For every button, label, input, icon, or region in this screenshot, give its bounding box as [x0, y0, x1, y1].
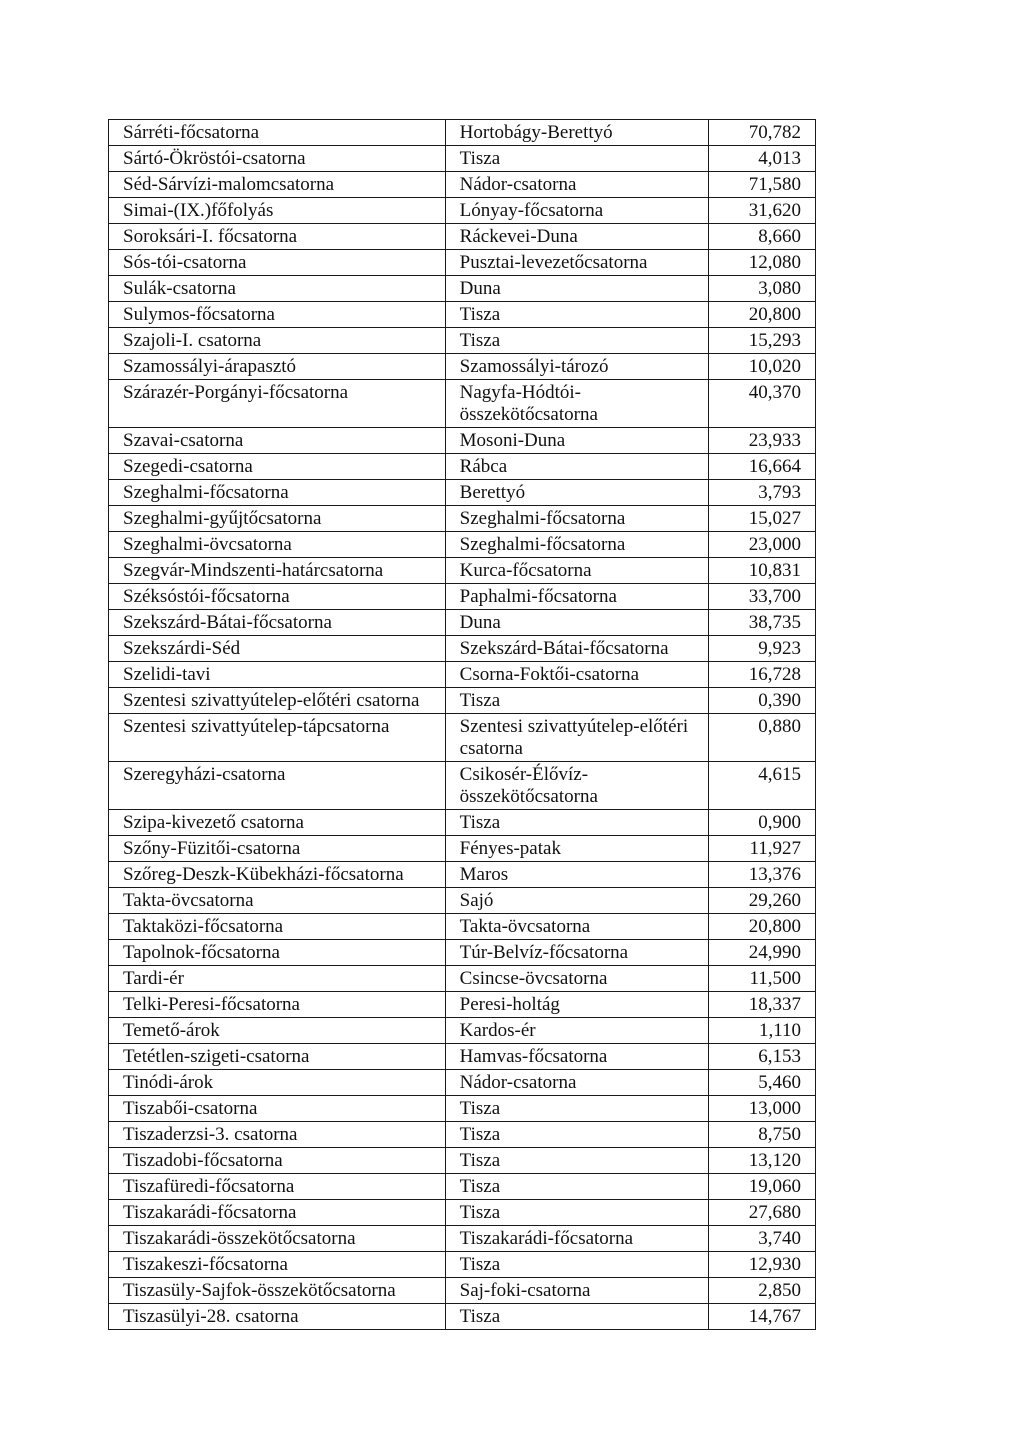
recipient-cell: Duna [445, 610, 708, 636]
canal-name-cell: Szentesi szivattyútelep-előtéri csatorna [109, 688, 446, 714]
table-row [109, 966, 816, 992]
recipient-cell: Tisza [445, 328, 708, 354]
recipient-cell: Tiszakarádi-főcsatorna [445, 1226, 708, 1252]
table-row [109, 1018, 816, 1044]
canal-name-cell: Tiszaderzsi-3. csatorna [109, 1122, 446, 1148]
recipient-cell: Kurca-főcsatorna [445, 558, 708, 584]
canal-name-cell: Sulák-csatorna [109, 276, 446, 302]
canal-name-cell: Szamossályi-árapasztó [109, 354, 446, 380]
recipient-cell: Hamvas-főcsatorna [445, 1044, 708, 1070]
table-row [109, 454, 816, 480]
canal-name-cell: Szeghalmi-gyűjtőcsatorna [109, 506, 446, 532]
recipient-cell: Nagyfa-Hódtói-összekötőcsatorna [445, 380, 708, 428]
length-cell: 11,927 [708, 836, 815, 862]
recipient-cell: Tisza [445, 1304, 708, 1330]
length-cell: 13,120 [708, 1148, 815, 1174]
recipient-cell: Mosoni-Duna [445, 428, 708, 454]
table-row [109, 610, 816, 636]
length-cell: 31,620 [708, 198, 815, 224]
length-cell: 0,880 [708, 714, 815, 762]
table-row [109, 428, 816, 454]
table-row [109, 914, 816, 940]
recipient-cell: Kardos-ér [445, 1018, 708, 1044]
table-row [109, 688, 816, 714]
table-row [109, 762, 816, 810]
canal-name-cell: Szőreg-Deszk-Kübekházi-főcsatorna [109, 862, 446, 888]
length-cell: 71,580 [708, 172, 815, 198]
table-row [109, 1278, 816, 1304]
table-row [109, 888, 816, 914]
recipient-cell: Nádor-csatorna [445, 172, 708, 198]
length-cell: 23,933 [708, 428, 815, 454]
length-cell: 70,782 [708, 120, 815, 146]
recipient-cell: Duna [445, 276, 708, 302]
length-cell: 20,800 [708, 914, 815, 940]
recipient-cell: Sajó [445, 888, 708, 914]
canal-name-cell: Telki-Peresi-főcsatorna [109, 992, 446, 1018]
length-cell: 0,390 [708, 688, 815, 714]
canal-name-cell: Szavai-csatorna [109, 428, 446, 454]
canal-name-cell: Szárazér-Porgányi-főcsatorna [109, 380, 446, 428]
length-cell: 2,850 [708, 1278, 815, 1304]
table-row [109, 558, 816, 584]
recipient-cell: Tisza [445, 1122, 708, 1148]
table-row [109, 480, 816, 506]
table-row [109, 328, 816, 354]
canal-name-cell: Szelidi-tavi [109, 662, 446, 688]
recipient-cell: Csorna-Foktői-csatorna [445, 662, 708, 688]
length-cell: 10,020 [708, 354, 815, 380]
canal-name-cell: Szekszárd-Bátai-főcsatorna [109, 610, 446, 636]
canal-name-cell: Szipa-kivezető csatorna [109, 810, 446, 836]
recipient-cell: Csikosér-Élővíz-összekötőcsatorna [445, 762, 708, 810]
table-row [109, 250, 816, 276]
table-row [109, 862, 816, 888]
length-cell: 27,680 [708, 1200, 815, 1226]
canal-table-body [109, 120, 816, 1330]
canal-name-cell: Tiszakarádi-összekötőcsatorna [109, 1226, 446, 1252]
canal-name-cell: Szekszárdi-Séd [109, 636, 446, 662]
canal-name-cell: Szeghalmi-övcsatorna [109, 532, 446, 558]
length-cell: 6,153 [708, 1044, 815, 1070]
table-row [109, 506, 816, 532]
recipient-cell: Tisza [445, 146, 708, 172]
recipient-cell: Szamossályi-tározó [445, 354, 708, 380]
recipient-cell: Ráckevei-Duna [445, 224, 708, 250]
table-row [109, 1096, 816, 1122]
recipient-cell: Nádor-csatorna [445, 1070, 708, 1096]
length-cell: 8,660 [708, 224, 815, 250]
length-cell: 3,793 [708, 480, 815, 506]
table-row [109, 1226, 816, 1252]
table-row [109, 198, 816, 224]
canal-name-cell: Szegvár-Mindszenti-határcsatorna [109, 558, 446, 584]
length-cell: 16,664 [708, 454, 815, 480]
length-cell: 13,376 [708, 862, 815, 888]
recipient-cell: Szeghalmi-főcsatorna [445, 506, 708, 532]
table-row [109, 276, 816, 302]
length-cell: 15,293 [708, 328, 815, 354]
table-row [109, 636, 816, 662]
canal-name-cell: Tiszakeszi-főcsatorna [109, 1252, 446, 1278]
length-cell: 9,923 [708, 636, 815, 662]
canal-name-cell: Tapolnok-főcsatorna [109, 940, 446, 966]
canal-table [108, 119, 816, 1330]
canal-name-cell: Sártó-Ökröstói-csatorna [109, 146, 446, 172]
canal-name-cell: Tiszabői-csatorna [109, 1096, 446, 1122]
recipient-cell: Tisza [445, 688, 708, 714]
length-cell: 10,831 [708, 558, 815, 584]
table-row [109, 992, 816, 1018]
canal-name-cell: Tardi-ér [109, 966, 446, 992]
length-cell: 13,000 [708, 1096, 815, 1122]
canal-name-cell: Szeghalmi-főcsatorna [109, 480, 446, 506]
table-row [109, 172, 816, 198]
canal-name-cell: Tinódi-árok [109, 1070, 446, 1096]
canal-name-cell: Szeregyházi-csatorna [109, 762, 446, 810]
canal-name-cell: Soroksári-I. főcsatorna [109, 224, 446, 250]
canal-name-cell: Sós-tói-csatorna [109, 250, 446, 276]
recipient-cell: Pusztai-levezetőcsatorna [445, 250, 708, 276]
length-cell: 23,000 [708, 532, 815, 558]
table-row [109, 836, 816, 862]
recipient-cell: Lónyay-főcsatorna [445, 198, 708, 224]
table-row [109, 380, 816, 428]
canal-name-cell: Tetétlen-szigeti-csatorna [109, 1044, 446, 1070]
canal-name-cell: Taktaközi-főcsatorna [109, 914, 446, 940]
table-row [109, 584, 816, 610]
table-row [109, 532, 816, 558]
table-row [109, 1122, 816, 1148]
length-cell: 4,615 [708, 762, 815, 810]
table-row [109, 302, 816, 328]
recipient-cell: Csincse-övcsatorna [445, 966, 708, 992]
recipient-cell: Fényes-patak [445, 836, 708, 862]
table-row [109, 354, 816, 380]
recipient-cell: Tisza [445, 810, 708, 836]
recipient-cell: Tisza [445, 1252, 708, 1278]
recipient-cell: Szekszárd-Bátai-főcsatorna [445, 636, 708, 662]
canal-name-cell: Tiszasüly-Sajfok-összekötőcsatorna [109, 1278, 446, 1304]
recipient-cell: Takta-övcsatorna [445, 914, 708, 940]
recipient-cell: Saj-foki-csatorna [445, 1278, 708, 1304]
table-row [109, 1148, 816, 1174]
recipient-cell: Tisza [445, 1200, 708, 1226]
canal-name-cell: Széksóstói-főcsatorna [109, 584, 446, 610]
recipient-cell: Tisza [445, 1148, 708, 1174]
length-cell: 29,260 [708, 888, 815, 914]
table-row [109, 120, 816, 146]
length-cell: 15,027 [708, 506, 815, 532]
length-cell: 3,740 [708, 1226, 815, 1252]
table-row [109, 1070, 816, 1096]
length-cell: 18,337 [708, 992, 815, 1018]
length-cell: 19,060 [708, 1174, 815, 1200]
recipient-cell: Szeghalmi-főcsatorna [445, 532, 708, 558]
recipient-cell: Paphalmi-főcsatorna [445, 584, 708, 610]
recipient-cell: Túr-Belvíz-főcsatorna [445, 940, 708, 966]
table-row [109, 1174, 816, 1200]
length-cell: 0,900 [708, 810, 815, 836]
table-row [109, 1044, 816, 1070]
length-cell: 11,500 [708, 966, 815, 992]
length-cell: 38,735 [708, 610, 815, 636]
length-cell: 40,370 [708, 380, 815, 428]
length-cell: 14,767 [708, 1304, 815, 1330]
length-cell: 8,750 [708, 1122, 815, 1148]
canal-name-cell: Tiszadobi-főcsatorna [109, 1148, 446, 1174]
recipient-cell: Rábca [445, 454, 708, 480]
canal-name-cell: Takta-övcsatorna [109, 888, 446, 914]
length-cell: 1,110 [708, 1018, 815, 1044]
length-cell: 16,728 [708, 662, 815, 688]
canal-name-cell: Sulymos-főcsatorna [109, 302, 446, 328]
recipient-cell: Peresi-holtág [445, 992, 708, 1018]
length-cell: 12,930 [708, 1252, 815, 1278]
canal-name-cell: Szegedi-csatorna [109, 454, 446, 480]
table-row [109, 714, 816, 762]
recipient-cell: Tisza [445, 302, 708, 328]
recipient-cell: Berettyó [445, 480, 708, 506]
recipient-cell: Hortobágy-Berettyó [445, 120, 708, 146]
canal-name-cell: Tiszakarádi-főcsatorna [109, 1200, 446, 1226]
length-cell: 20,800 [708, 302, 815, 328]
canal-name-cell: Tiszasülyi-28. csatorna [109, 1304, 446, 1330]
recipient-cell: Tisza [445, 1096, 708, 1122]
canal-name-cell: Szentesi szivattyútelep-tápcsatorna [109, 714, 446, 762]
canal-name-cell: Temető-árok [109, 1018, 446, 1044]
recipient-cell: Szentesi szivattyútelep-előtéri csatorna [445, 714, 708, 762]
length-cell: 24,990 [708, 940, 815, 966]
table-row [109, 146, 816, 172]
table-row [109, 1200, 816, 1226]
length-cell: 12,080 [708, 250, 815, 276]
length-cell: 4,013 [708, 146, 815, 172]
recipient-cell: Tisza [445, 1174, 708, 1200]
table-row [109, 1252, 816, 1278]
canal-name-cell: Sárréti-főcsatorna [109, 120, 446, 146]
canal-name-cell: Simai-(IX.)főfolyás [109, 198, 446, 224]
table-row [109, 940, 816, 966]
recipient-cell: Maros [445, 862, 708, 888]
length-cell: 5,460 [708, 1070, 815, 1096]
table-row [109, 810, 816, 836]
canal-name-cell: Tiszafüredi-főcsatorna [109, 1174, 446, 1200]
table-row [109, 224, 816, 250]
table-row [109, 662, 816, 688]
canal-name-cell: Szajoli-I. csatorna [109, 328, 446, 354]
length-cell: 3,080 [708, 276, 815, 302]
canal-name-cell: Szőny-Füzitői-csatorna [109, 836, 446, 862]
length-cell: 33,700 [708, 584, 815, 610]
canal-name-cell: Séd-Sárvízi-malomcsatorna [109, 172, 446, 198]
table-row [109, 1304, 816, 1330]
